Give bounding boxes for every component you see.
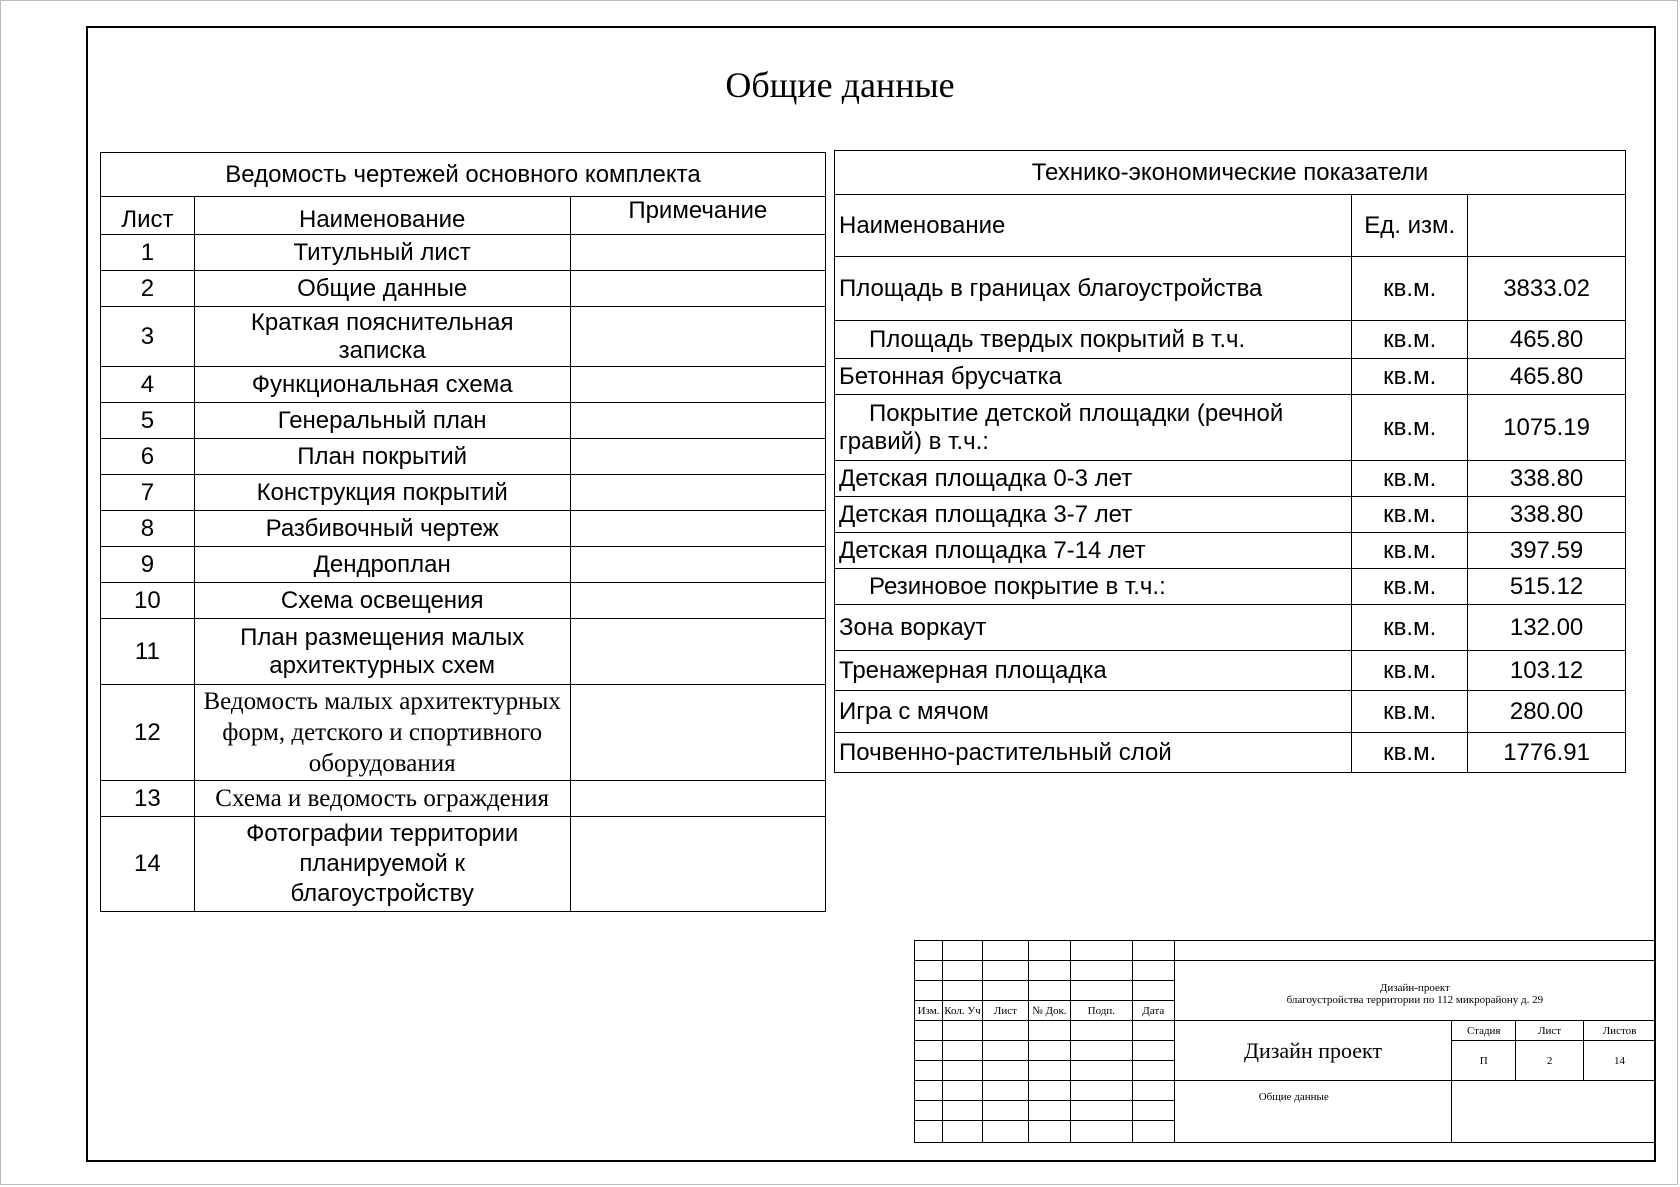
row-name: План покрытий xyxy=(194,439,570,475)
sheet-value: 2 xyxy=(1516,1041,1584,1081)
row-name: Резиновое покрытие в т.ч.: xyxy=(835,569,1352,605)
row-value: 280.00 xyxy=(1468,691,1626,733)
row-name: Игра с мячом xyxy=(835,691,1352,733)
table-row xyxy=(101,685,826,781)
table-row xyxy=(835,257,1626,321)
table-row xyxy=(101,271,826,307)
row-unit: кв.м. xyxy=(1352,321,1468,359)
row-note xyxy=(570,685,825,781)
row-number: 9 xyxy=(101,547,195,583)
row-note xyxy=(570,403,825,439)
table-row xyxy=(835,497,1626,533)
row-note xyxy=(570,781,825,817)
stamp-label-date: Дата xyxy=(1132,1001,1174,1021)
row-unit: кв.м. xyxy=(1352,257,1468,321)
row-note xyxy=(570,583,825,619)
row-value: 103.12 xyxy=(1468,651,1626,691)
row-value: 132.00 xyxy=(1468,605,1626,651)
row-note xyxy=(570,235,825,271)
row-name xyxy=(835,395,1352,461)
row-name: Ведомость малых архитектурных форм, детского и спортивного оборудования xyxy=(194,685,570,781)
project-line-2: благоустройства территории по 112 микрорайону д. 29 xyxy=(1286,993,1544,1006)
row-unit: кв.м. xyxy=(1352,533,1468,569)
row-number: 5 xyxy=(101,403,195,439)
row-name: Тренажерная площадка xyxy=(835,651,1352,691)
row-value: 1075.19 xyxy=(1468,395,1626,461)
row-unit: кв.м. xyxy=(1352,651,1468,691)
row-note xyxy=(570,547,825,583)
row-note xyxy=(570,817,825,912)
row-unit: кв.м. xyxy=(1352,359,1468,395)
row-name: Схема освещения xyxy=(194,583,570,619)
row-name: Титульный лист xyxy=(194,235,570,271)
row-unit: кв.м. xyxy=(1352,733,1468,773)
title-block xyxy=(914,940,1656,1143)
stamp-label-sheet: Лист xyxy=(982,1001,1028,1021)
row-name: Общие данные xyxy=(194,271,570,307)
table-row xyxy=(101,439,826,475)
table-row xyxy=(101,475,826,511)
column-header-sheet: Лист xyxy=(101,197,195,235)
stamp-label-doc: № Док. xyxy=(1028,1001,1070,1021)
table-row xyxy=(101,235,826,271)
sheet-label: Лист xyxy=(1516,1021,1584,1041)
page-title: Общие данные xyxy=(725,65,955,105)
row-name: Площадь в границах благоустройства xyxy=(835,257,1352,321)
row-name: Краткая пояснительная записка xyxy=(194,307,570,367)
row-number: 7 xyxy=(101,475,195,511)
row-number: 8 xyxy=(101,511,195,547)
project-name: Дизайн проект xyxy=(1174,1021,1452,1081)
project-line-1: Дизайн-проект xyxy=(1379,981,1450,994)
table-row xyxy=(101,403,826,439)
column-header-note: Примечание xyxy=(570,197,825,235)
column-header-unit: Ед. изм. xyxy=(1352,195,1468,257)
column-header-name: Наименование xyxy=(835,195,1352,257)
row-name-text: Покрытие детской площадки (речной гравий) в т.ч.: xyxy=(839,399,1284,455)
table-row xyxy=(101,781,826,817)
table-row xyxy=(835,359,1626,395)
table-row xyxy=(101,511,826,547)
row-unit: кв.м. xyxy=(1352,461,1468,497)
row-name: План размещения малых архитектурных схем xyxy=(194,619,570,685)
row-name: Схема и ведомость ограждения xyxy=(194,781,570,817)
row-name: Конструкция покрытий xyxy=(194,475,570,511)
row-name: Площадь твердых покрытий в т.ч. xyxy=(835,321,1352,359)
row-name: Функциональная схема xyxy=(194,367,570,403)
row-value: 1776.91 xyxy=(1468,733,1626,773)
row-name: Почвенно-растительный слой xyxy=(835,733,1352,773)
row-name: Генеральный план xyxy=(194,403,570,439)
stamp-label-change: Изм. xyxy=(915,1001,943,1021)
row-note xyxy=(570,307,825,367)
row-name: Дендроплан xyxy=(194,547,570,583)
table-row xyxy=(835,569,1626,605)
row-unit: кв.м. xyxy=(1352,605,1468,651)
sheets-label: Листов xyxy=(1584,1021,1656,1041)
row-value: 465.80 xyxy=(1468,359,1626,395)
column-header-value xyxy=(1468,195,1626,257)
stage-value: П xyxy=(1452,1041,1516,1081)
table-row xyxy=(835,691,1626,733)
table-row xyxy=(101,583,826,619)
row-value: 338.80 xyxy=(1468,461,1626,497)
table-row xyxy=(835,651,1626,691)
table-row xyxy=(835,321,1626,359)
stage-label: Стадия xyxy=(1452,1021,1516,1041)
row-number: 2 xyxy=(101,271,195,307)
row-note xyxy=(570,475,825,511)
table-row xyxy=(101,367,826,403)
sheet-title: Общие данные xyxy=(1174,1081,1452,1143)
row-number: 4 xyxy=(101,367,195,403)
row-number: 6 xyxy=(101,439,195,475)
row-unit: кв.м. xyxy=(1352,395,1468,461)
table-row xyxy=(101,619,826,685)
row-name: Детская площадка 0-3 лет xyxy=(835,461,1352,497)
row-number: 13 xyxy=(101,781,195,817)
row-value: 397.59 xyxy=(1468,533,1626,569)
drawings-list-heading: Ведомость чертежей основного комплекта xyxy=(101,153,826,197)
table-row xyxy=(835,461,1626,497)
table-row xyxy=(835,605,1626,651)
row-note xyxy=(570,367,825,403)
row-note xyxy=(570,619,825,685)
tep-heading: Технико-экономические показатели xyxy=(835,151,1626,195)
row-name: Фотографии территории планируемой к благоустройству xyxy=(194,817,570,912)
row-number: 12 xyxy=(101,685,195,781)
row-unit: кв.м. xyxy=(1352,691,1468,733)
column-header-name: Наименование xyxy=(194,197,570,235)
row-value: 515.12 xyxy=(1468,569,1626,605)
row-value: 3833.02 xyxy=(1468,257,1626,321)
drawings-list-table xyxy=(100,152,826,912)
row-number: 10 xyxy=(101,583,195,619)
row-note xyxy=(570,271,825,307)
table-row xyxy=(101,547,826,583)
row-name: Разбивочный чертеж xyxy=(194,511,570,547)
sheets-value: 14 xyxy=(1584,1041,1656,1081)
row-number: 14 xyxy=(101,817,195,912)
row-name: Бетонная брусчатка xyxy=(835,359,1352,395)
row-unit: кв.м. xyxy=(1352,497,1468,533)
stamp-label-count: Кол. Уч xyxy=(942,1001,982,1021)
row-name: Детская площадка 7-14 лет xyxy=(835,533,1352,569)
stamp-label-sign: Подп. xyxy=(1070,1001,1132,1021)
table-row xyxy=(835,395,1626,461)
row-unit: кв.м. xyxy=(1352,569,1468,605)
tep-table xyxy=(834,150,1626,773)
row-number: 1 xyxy=(101,235,195,271)
row-name: Детская площадка 3-7 лет xyxy=(835,497,1352,533)
row-number: 11 xyxy=(101,619,195,685)
row-value: 465.80 xyxy=(1468,321,1626,359)
table-row xyxy=(835,533,1626,569)
table-row xyxy=(101,307,826,367)
row-note xyxy=(570,511,825,547)
table-row xyxy=(101,817,826,912)
row-name: Зона воркаут xyxy=(835,605,1352,651)
row-value: 338.80 xyxy=(1468,497,1626,533)
row-number: 3 xyxy=(101,307,195,367)
row-note xyxy=(570,439,825,475)
table-row xyxy=(835,733,1626,773)
